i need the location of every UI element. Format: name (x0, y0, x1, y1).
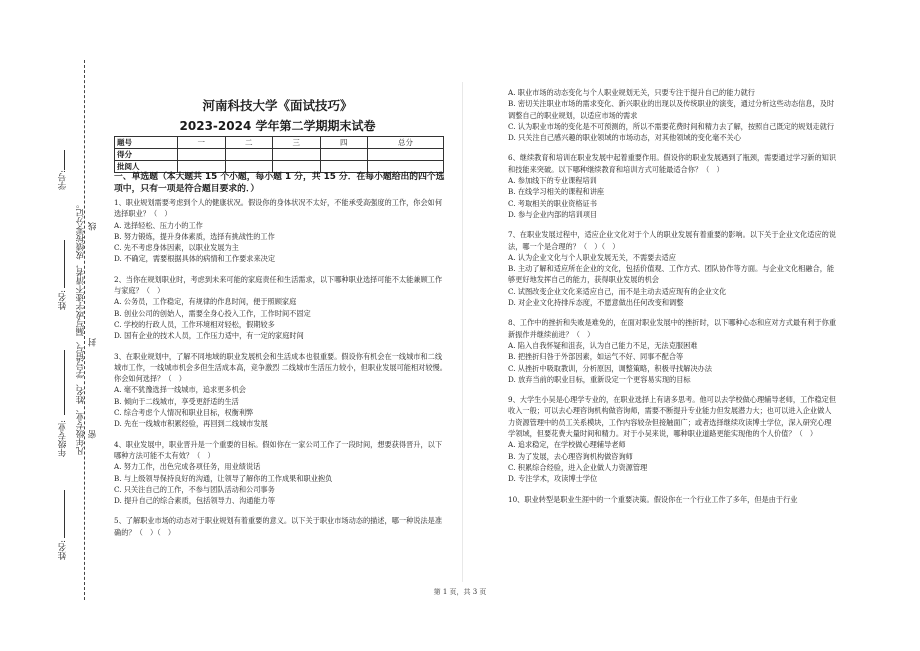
reviewer-cell[interactable] (273, 161, 321, 173)
question-block (114, 197, 449, 265)
answer-option[interactable]: D. 放弃当前的职业目标，重新设定一个更容易实现的目标 (508, 374, 691, 384)
question-stem: 8、工作中的挫折和失败是难免的，在面对职业发展中的挫折时，以下哪种心态和应对方式最有利于你重新振作并继续前进？（ ） (508, 318, 837, 339)
score-cell[interactable] (320, 149, 368, 161)
answer-option[interactable]: B. 努力锻炼，提升身体素质，选择有挑战性的工作 (114, 231, 275, 241)
section-one-heading: 一、单选题（本大题共 15 个小题，每小题 1 分，共 15 分．在每小题给出的四个选项中，只有一项是符合题目要求的．） (114, 172, 445, 194)
score-table (114, 136, 444, 173)
class-underline (64, 350, 65, 415)
question-stem: 4、职业发展中，职业晋升是一个重要的目标。假如你在一家公司工作了一段时间，想要获得晋升，以下哪种方法可能不太有效？（ ） (114, 439, 443, 460)
name-label: 姓名: (58, 290, 68, 310)
name-underline (64, 240, 65, 288)
answer-option[interactable]: D. 对企业文化持排斥态度，不愿意做出任何改变和调整 (508, 298, 684, 308)
score-header-cell: 题号 (115, 137, 178, 149)
score-header-cell: 一 (178, 137, 226, 149)
answer-option[interactable]: C. 综合考虑个人情况和职业目标，权衡利弊 (114, 408, 254, 418)
answer-option[interactable]: D. 不确定，需要根据具体的病情和工作要求来决定 (114, 254, 276, 264)
score-header-cell: 三 (273, 137, 321, 149)
binding-instruction: 凡年级专业、姓名、学号错写、漏写或字迹不清者，成绩按零分记。 (76, 200, 86, 455)
answer-option[interactable]: A. 努力工作，出色完成各项任务，用业绩说话 (114, 462, 261, 472)
score-cell[interactable] (225, 149, 273, 161)
answer-option[interactable]: B. 把挫折归咎于外部因素，如运气不好、同事不配合等 (508, 352, 684, 362)
score-row-label: 得分 (115, 149, 178, 161)
answer-option[interactable]: A. 公务员，工作稳定，有规律的作息时间，便于照顾家庭 (114, 297, 297, 307)
question-block (114, 351, 449, 430)
score-table-header (115, 137, 444, 149)
answer-option[interactable]: A. 毫不犹豫选择一线城市，追求更多机会 (114, 385, 246, 395)
question-block (508, 229, 838, 308)
answer-option[interactable]: C. 学校的行政人员，工作环境相对轻松，假期较多 (114, 319, 275, 329)
reviewer-cell[interactable] (225, 161, 273, 173)
answer-option[interactable]: C. 试图改变企业文化来适应自己，而不是主动去适应现有的企业文化 (508, 286, 727, 296)
answer-option[interactable]: B. 主动了解和适应所在企业的文化，包括价值观、工作方式、团队协作等方面。与企业文化相融合，能够更好地发挥自己的能力，获得职业发展的机会 (508, 264, 835, 285)
answer-option[interactable]: C. 认为职业市场的变化是不可预测的，所以不需要花费时间和精力去了解，按照自己既定的规划走就行 (508, 121, 835, 131)
page-footer: 第 1 页，共 3 页 (433, 588, 487, 596)
score-row (115, 149, 444, 161)
question-block (114, 274, 449, 342)
answer-option[interactable]: D. 国有企业的技术人员，工作压力适中，有一定的家庭时间 (114, 331, 304, 341)
question-block (508, 317, 838, 385)
question-stem: 9、大学生小吴是心理学专业的，在职业选择上有诸多思考。他可以去学校做心理辅导老师，工作稳定但收入一般；可以去心理咨询机构做咨询师，需要不断提升专业能力但发展潜力大；也可以进入企业做人力资源管理中的员工关系模块，工作内容较杂但接触面广；或者选择继续攻读博士学位，深入研究心理学领域，但要花费大量时间和精力。对于小吴来说，哪种职业道路更能实现他的个人价值？（ ） (508, 395, 837, 439)
right-question-column (508, 87, 838, 513)
answer-option[interactable]: C. 先不考虑身体因素，以职业发展为主 (114, 243, 239, 253)
score-cell[interactable] (178, 149, 226, 161)
answer-option[interactable]: C. 积累综合经验，进入企业做人力资源管理 (508, 462, 648, 472)
answer-option[interactable]: A. 认为企业文化与个人职业发展无关，不需要去适应 (508, 252, 676, 262)
answer-option[interactable]: C. 考取相关的职业资格证书 (508, 198, 597, 208)
school-underline (64, 490, 65, 538)
answer-option[interactable]: A. 陷入自我怀疑和沮丧，认为自己能力不足，无法克服困难 (508, 340, 698, 350)
answer-option[interactable]: D. 参与企业内部的培训项目 (508, 209, 598, 219)
question-stem: 6、继续教育和培训在职业发展中起着重要作用。假设你的职业发展遇到了瓶颈，需要通过学习新的知识和技能来突破。以下哪种继续教育和培训方式可能最适合你？（ ） (508, 153, 837, 174)
question-stem: 3、在职业规划中，了解不同地域的职业发展机会和生活成本也很重要。假设你有机会在一线城市和二线城市工作，一线城市机会多但生活成本高，竞争激烈 二线城市生活压力较小，但职业发展可能相对较慢。你会如何选择？（ ） (114, 351, 447, 384)
score-cell[interactable] (273, 149, 321, 161)
score-header-cell: 总分 (368, 137, 444, 149)
question-block (508, 87, 838, 143)
reviewer-row (115, 161, 444, 173)
score-cell[interactable] (368, 149, 444, 161)
answer-option[interactable]: B. 创业公司的创始人，需要全身心投入工作，工作时间不固定 (114, 308, 311, 318)
exam-subtitle: 2023-2024 学年第二学期期末试卷 (179, 119, 376, 133)
seal-mark-xian: 线 (88, 222, 98, 231)
column-divider (462, 82, 463, 582)
question-block (508, 494, 838, 505)
seal-mark-feng: 封 (88, 338, 98, 347)
answer-option[interactable]: B. 为了发展，去心理咨询机构做咨询师 (508, 451, 633, 461)
answer-option[interactable]: A. 追求稳定，在学校做心理辅导老师 (508, 440, 626, 450)
answer-option[interactable]: D. 只关注自己感兴趣的职业领域的市场动态，对其他领域的变化毫不关心 (508, 133, 741, 143)
answer-option[interactable]: C. 从挫折中吸取教训，分析原因，调整策略，积极寻找解决办法 (508, 363, 712, 373)
question-stem: 1、职业规划需要考虑到个人的健康状况。假设你的身体状况不太好，不能承受高强度的工作，你会如何选择职业？（ ） (114, 198, 443, 219)
question-stem: 7、在职业发展过程中，适应企业文化对于个人的职业发展有着重要的影响。以下关于企业文化适应的说法，哪一个是合理的？（ ）（ ） (508, 230, 837, 251)
reviewer-row-label: 批阅人 (115, 161, 178, 173)
question-block (114, 515, 449, 538)
question-block (114, 439, 449, 507)
student-id-underline (64, 150, 65, 170)
score-header-cell: 二 (225, 137, 273, 149)
answer-option[interactable]: C. 只关注自己的工作，不参与团队活动和公司事务 (114, 484, 275, 494)
answer-option[interactable]: A. 选择轻松、压力小的工作 (114, 220, 203, 230)
answer-option[interactable]: D. 专注学术，攻读博士学位 (508, 474, 598, 484)
question-stem: 2、当你在规划职业时，考虑到未来可能的家庭责任和生活需求，以下哪种职业选择可能不太能兼顾工作与家庭？（ ） (114, 274, 443, 296)
reviewer-cell[interactable] (368, 161, 444, 173)
question-block (508, 394, 838, 484)
question-stem: 5、了解职业市场的动态对于职业规划有着重要的意义。以下关于职业市场动态的描述，哪一种说法是准确的？（ ）（ ） (114, 516, 443, 537)
answer-option[interactable]: B. 倾向于二线城市，享受更舒适的生活 (114, 396, 239, 406)
answer-option[interactable]: B. 在线学习相关的课程和讲座 (508, 187, 605, 197)
student-id-label: 学号: (58, 170, 68, 190)
class-label: 年级专业: (58, 420, 68, 457)
answer-option[interactable]: A. 职业市场的动态变化与个人职业规划无关，只要专注于提升自己的能力就行 (508, 88, 755, 97)
answer-option[interactable]: A. 参加线下的专业课程培训 (508, 176, 597, 186)
question-stem: 10、职业转型是职业生涯中的一个重要决策。假设你在一个行业工作了多年，但是由于行业 (508, 494, 798, 504)
question-block (508, 152, 838, 220)
school-label: 姓名: (58, 540, 68, 560)
exam-title: 河南科技大学《面试技巧》 (202, 98, 353, 113)
answer-option[interactable]: B. 与上级领导保持良好的沟通，让领导了解你的工作成果和职业抱负 (114, 473, 333, 483)
answer-option[interactable]: B. 密切关注职业市场的需求变化、新兴职业的出现以及传统职业的演变，通过分析这些动态信息，及时调整自己的职业规划，以适应市场的需求 (508, 99, 835, 120)
left-question-column (114, 197, 449, 546)
answer-option[interactable]: D. 提升自己的综合素质，包括领导力、沟通能力等 (114, 496, 276, 506)
answer-option[interactable]: D. 先在一线城市积累经验，再回到二线城市发展 (114, 419, 268, 429)
seal-mark-mi: 密 (88, 430, 98, 439)
reviewer-cell[interactable] (320, 161, 368, 173)
score-header-cell: 四 (320, 137, 368, 149)
reviewer-cell[interactable] (178, 161, 226, 173)
